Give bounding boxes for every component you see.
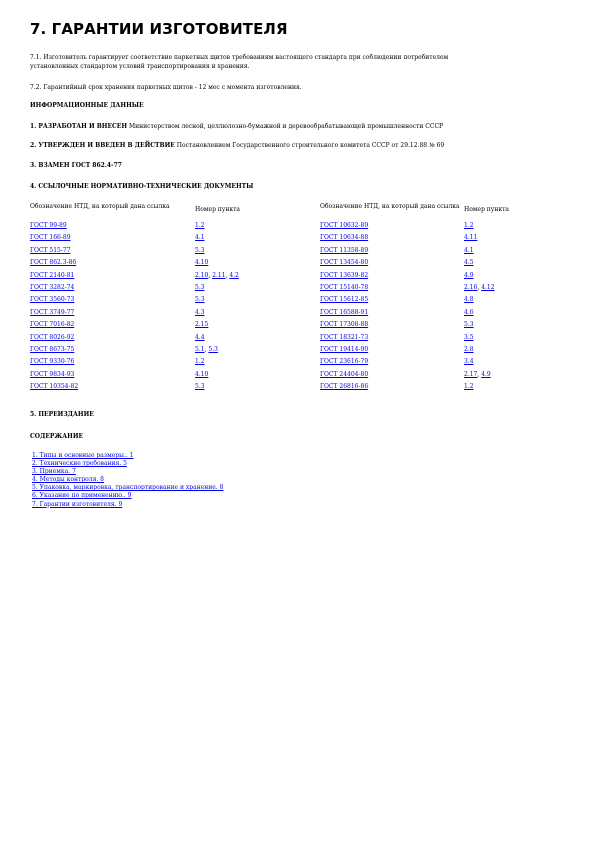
ref-item-link[interactable]: 4.6 — [464, 308, 474, 316]
ref-item-link[interactable]: 4.4 — [195, 333, 205, 341]
ref-doc-link[interactable]: ГОСТ 2140-81 — [30, 271, 75, 279]
ref-doc-cell — [30, 383, 195, 395]
ref-item-link[interactable]: 5.1 — [195, 345, 205, 353]
ref-doc-cell — [30, 346, 195, 358]
ref-doc-cell — [30, 334, 195, 346]
ref-doc-link[interactable]: ГОСТ 19414-90 — [320, 345, 369, 353]
info-item-1 — [30, 122, 570, 131]
ref-doc-link[interactable]: ГОСТ 3282-74 — [30, 283, 75, 291]
item-separator: , — [477, 283, 482, 291]
ref-item-link[interactable]: 4.10 — [195, 370, 209, 378]
ref-item-cell — [195, 296, 320, 308]
toc-link[interactable]: 6. Указание по применению.. 9 — [32, 492, 132, 500]
ref-doc-link[interactable]: ГОСТ 15140-78 — [320, 283, 369, 291]
ref-item-link[interactable]: 3.5 — [464, 333, 474, 341]
ref-item-link[interactable]: 4.1 — [464, 246, 474, 254]
ref-item-cell — [195, 234, 320, 246]
table-row — [30, 309, 564, 321]
ref-item-cell — [195, 383, 320, 395]
ref-item-link[interactable]: 4.12 — [481, 283, 495, 291]
table-row — [30, 296, 564, 308]
ref-item-cell — [464, 259, 564, 271]
ref-item-cell — [464, 284, 564, 296]
toc-link[interactable]: 4. Методы контроля. 8 — [32, 476, 104, 484]
item-separator: , — [204, 345, 209, 353]
ref-doc-cell — [30, 234, 195, 246]
ref-item-link[interactable]: 5.3 — [195, 283, 205, 291]
ref-item-cell — [464, 296, 564, 308]
table-row — [30, 358, 564, 370]
ref-doc-link[interactable]: ГОСТ 3749-77 — [30, 308, 75, 316]
ref-item-cell — [195, 371, 320, 383]
ref-doc-cell — [30, 272, 195, 284]
paragraph-7-1 — [30, 53, 570, 71]
ref-doc-link[interactable]: ГОСТ 166-89 — [30, 234, 71, 242]
ref-doc-link[interactable]: ГОСТ 24404-80 — [320, 370, 369, 378]
ref-item-cell — [464, 222, 564, 234]
header-item-left: Номер пункта — [195, 206, 240, 213]
ref-item-link[interactable]: 2.8 — [464, 345, 474, 353]
ref-doc-link[interactable]: ГОСТ 10634-88 — [320, 234, 369, 242]
ref-doc-cell — [30, 358, 195, 370]
ref-doc-cell — [30, 247, 195, 259]
ref-item-link[interactable]: 5.3 — [195, 296, 205, 304]
table-header-row — [30, 202, 564, 222]
info-item-2 — [30, 141, 570, 150]
ref-item-cell — [464, 272, 564, 284]
ref-doc-cell — [320, 222, 464, 234]
table-row — [30, 247, 564, 259]
ref-item-link[interactable]: 4.9 — [481, 370, 491, 378]
info-item-3: 3. ВЗАМЕН ГОСТ 862.4-77 — [30, 162, 122, 169]
ref-item-cell — [464, 334, 564, 346]
ref-doc-cell — [320, 259, 464, 271]
table-row — [30, 346, 564, 358]
ref-doc-cell — [320, 296, 464, 308]
ref-doc-link[interactable]: ГОСТ 15612-85 — [320, 296, 369, 304]
info-item-4: 4. ССЫЛОЧНЫЕ НОРМАТИВНО-ТЕХНИЧЕСКИЕ ДОКУМЕНТЫ — [30, 183, 254, 190]
info-item-1-text: Министерством лесной, целлюлозно-бумажной и деревообрабатывающей промышленности СССР — [127, 123, 444, 130]
info-item-2-text: Постановлением Государственного строительного комитета СССР от 29.12.88 № 69 — [174, 142, 445, 149]
ref-item-cell — [195, 358, 320, 370]
table-row — [30, 321, 564, 333]
ref-doc-link[interactable]: ГОСТ 17308-88 — [320, 321, 369, 329]
ref-doc-cell — [320, 284, 464, 296]
ref-item-link[interactable]: 4.5 — [464, 259, 474, 267]
ref-doc-link[interactable]: ГОСТ 8026-92 — [30, 333, 75, 341]
ref-item-link[interactable]: 2.10 — [195, 271, 209, 279]
ref-doc-cell — [30, 259, 195, 271]
header-doc-right: Обозначение НТД, на который дана ссылка — [320, 203, 460, 210]
item-separator: , — [225, 271, 230, 279]
ref-doc-cell — [30, 321, 195, 333]
ref-item-cell — [195, 247, 320, 259]
ref-item-cell — [464, 383, 564, 395]
ref-item-cell — [195, 272, 320, 284]
section-title: 7. ГАРАНТИИ ИЗГОТОВИТЕЛЯ — [30, 20, 288, 38]
ref-doc-link[interactable]: ГОСТ 99-89 — [30, 222, 67, 229]
ref-doc-link[interactable]: ГОСТ 862.3-86 — [30, 259, 77, 267]
ref-doc-cell — [320, 358, 464, 370]
ref-item-cell — [195, 222, 320, 234]
ref-item-cell — [195, 346, 320, 358]
ref-item-link[interactable]: 4.9 — [464, 271, 474, 279]
toc-link[interactable]: 7. Гарантии изготовителя. 9 — [32, 500, 123, 508]
ref-item-link[interactable]: 1.2 — [464, 222, 474, 229]
ref-doc-link[interactable]: ГОСТ 11358-89 — [320, 246, 369, 254]
ref-doc-cell — [320, 309, 464, 321]
ref-item-cell — [464, 247, 564, 259]
table-row — [30, 272, 564, 284]
table-row — [30, 234, 564, 246]
table-row — [30, 222, 564, 234]
info-item-2-label: 2. УТВЕРЖДЕН И ВВЕДЕН В ДЕЙСТВИЕ — [30, 142, 175, 149]
paragraph-7-1-line-1: 7.1. Изготовитель гарантирует соответствие паркетных щитов требованиям настоящего стандарта при соблюдении потребителем — [30, 54, 449, 61]
table-row — [30, 334, 564, 346]
ref-doc-link[interactable]: ГОСТ 18321-73 — [320, 333, 369, 341]
ref-item-link[interactable]: 5.3 — [208, 345, 218, 353]
ref-item-link[interactable]: 5.3 — [464, 321, 474, 329]
header-item-right: Номер пункта — [464, 206, 509, 213]
table-row — [30, 284, 564, 296]
ref-doc-link[interactable]: ГОСТ 8673-75 — [30, 345, 75, 353]
ref-item-cell — [464, 234, 564, 246]
header-doc-left: Обозначение НТД, на который дана ссылка — [30, 203, 170, 210]
table-row — [30, 259, 564, 271]
info-item-5: 5. ПЕРЕИЗДАНИЕ — [30, 411, 94, 418]
toc-link[interactable]: 1. Типы и основные размеры.. 1 — [32, 452, 134, 459]
toc-link[interactable]: 2. Технические требования. 5 — [32, 460, 127, 468]
ref-doc-cell — [30, 222, 195, 234]
ref-doc-cell — [30, 371, 195, 383]
table-row — [30, 371, 564, 383]
item-separator: , — [477, 370, 482, 378]
ref-item-link[interactable]: 5.3 — [195, 383, 205, 391]
references-table — [30, 202, 564, 395]
ref-doc-link[interactable]: ГОСТ 515-77 — [30, 246, 71, 254]
ref-doc-cell — [320, 321, 464, 333]
ref-doc-cell — [30, 309, 195, 321]
ref-item-link[interactable]: 1.2 — [195, 358, 205, 366]
ref-item-link[interactable]: 4.10 — [195, 259, 209, 267]
ref-item-link[interactable]: 4.1 — [195, 234, 205, 242]
ref-item-cell — [464, 346, 564, 358]
info-heading: ИНФОРМАЦИОННЫЕ ДАННЫЕ — [30, 102, 144, 109]
ref-item-cell — [464, 321, 564, 333]
ref-doc-cell — [320, 247, 464, 259]
item-separator: , — [208, 271, 213, 279]
ref-doc-link[interactable]: ГОСТ 23616-79 — [320, 358, 369, 366]
ref-doc-cell — [320, 334, 464, 346]
ref-doc-cell — [320, 383, 464, 395]
ref-item-link[interactable]: 5.3 — [195, 246, 205, 254]
ref-item-cell — [464, 309, 564, 321]
ref-doc-link[interactable]: ГОСТ 26816-86 — [320, 383, 369, 391]
ref-item-link[interactable]: 3.4 — [464, 358, 474, 366]
ref-item-cell — [195, 309, 320, 321]
ref-item-cell — [195, 321, 320, 333]
ref-item-link[interactable]: 2.11 — [212, 271, 226, 279]
ref-doc-link[interactable]: ГОСТ 16588-91 — [320, 308, 369, 316]
ref-item-cell — [195, 259, 320, 271]
ref-doc-link[interactable]: ГОСТ 3560-73 — [30, 296, 75, 304]
ref-item-cell — [195, 334, 320, 346]
ref-item-link[interactable]: 1.2 — [195, 222, 205, 229]
ref-item-cell — [464, 371, 564, 383]
ref-doc-link[interactable]: ГОСТ 10632-89 — [320, 222, 369, 229]
ref-doc-link[interactable]: ГОСТ 13639-82 — [320, 271, 369, 279]
paragraph-7-1-line-2: установленных стандартом условий транспортирования и хранения. — [30, 63, 250, 70]
ref-item-cell — [464, 358, 564, 370]
ref-doc-cell — [320, 371, 464, 383]
ref-doc-link[interactable]: ГОСТ 9330-76 — [30, 358, 75, 366]
info-item-1-label: 1. РАЗРАБОТАН И ВНЕСЕН — [30, 123, 128, 130]
table-row — [30, 383, 564, 395]
ref-item-link[interactable]: 4.2 — [229, 271, 239, 279]
ref-item-link[interactable]: 4.11 — [464, 234, 478, 242]
ref-item-link[interactable]: 4.8 — [464, 296, 474, 304]
ref-doc-cell — [30, 284, 195, 296]
ref-doc-cell — [320, 272, 464, 284]
ref-doc-link[interactable]: ГОСТ 10354-82 — [30, 383, 79, 391]
ref-doc-link[interactable]: ГОСТ 9834-93 — [30, 370, 75, 378]
ref-item-link[interactable]: 2.17 — [464, 370, 478, 378]
ref-doc-cell — [320, 346, 464, 358]
ref-doc-link[interactable]: ГОСТ 13454-80 — [320, 259, 369, 267]
paragraph-7-2: 7.2. Гарантийный срок хранения паркетных щитов - 12 мес с момента изготовления. — [30, 84, 302, 91]
ref-item-cell — [195, 284, 320, 296]
ref-item-link[interactable]: 2.16 — [464, 283, 478, 291]
ref-doc-cell — [30, 296, 195, 308]
ref-item-link[interactable]: 1.2 — [464, 383, 474, 391]
contents-heading: СОДЕРЖАНИЕ — [30, 433, 84, 440]
table-of-contents — [32, 452, 223, 509]
ref-doc-cell — [320, 234, 464, 246]
toc-link[interactable]: 3. Приемка. 7 — [32, 468, 76, 476]
ref-item-link[interactable]: 2.15 — [195, 321, 209, 329]
ref-doc-link[interactable]: ГОСТ 7016-82 — [30, 321, 75, 329]
ref-item-link[interactable]: 4.3 — [195, 308, 205, 316]
toc-link[interactable]: 5. Упаковка, маркировка, транспортирование и хранение. 8 — [32, 484, 224, 492]
